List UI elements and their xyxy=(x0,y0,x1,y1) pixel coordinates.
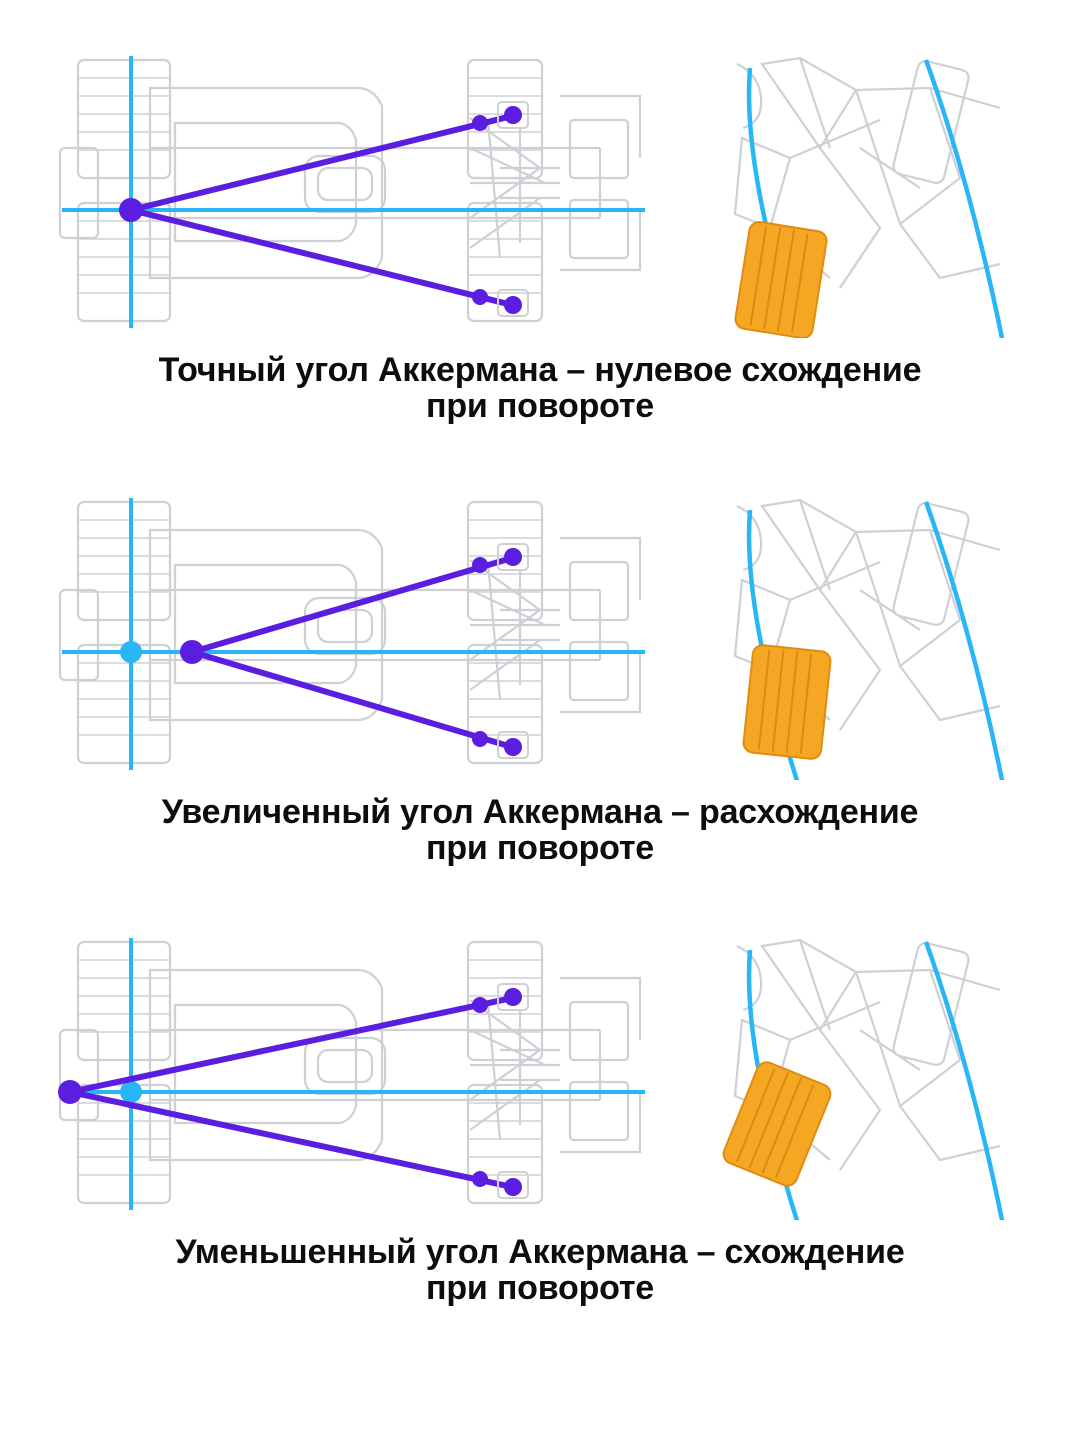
panel-reduced-ackermann xyxy=(0,910,1080,1306)
knuckle-dot xyxy=(472,731,488,747)
knuckle-dot xyxy=(472,1171,488,1187)
pivot-dot xyxy=(58,1080,82,1104)
panel-exact-ackermann xyxy=(0,28,1080,424)
brake-caliper-orange-1 xyxy=(734,221,828,338)
knuckle-dot xyxy=(472,115,488,131)
tire-outline-group-2 xyxy=(60,502,628,763)
arc-outer xyxy=(926,502,1004,780)
caption-panel-1 xyxy=(37,352,1043,424)
knuckle-dot xyxy=(472,289,488,305)
spacer-2 xyxy=(0,866,1080,910)
caption-line-1: Точный угол Аккермана – нулевое схождение xyxy=(158,351,922,389)
spacer-1 xyxy=(0,424,1080,470)
diagram-row-3 xyxy=(0,910,1080,1220)
car-top-view-2 xyxy=(150,530,640,720)
axle-center-dot-3 xyxy=(120,1081,142,1103)
tie-rod-dot xyxy=(504,1178,522,1196)
caption-line-1: Уменьшенный угол Аккермана – схождение xyxy=(175,1233,905,1271)
axle-center-dot-2 xyxy=(120,641,142,663)
pivot-dot xyxy=(119,198,143,222)
caption-line-2: при повороте xyxy=(425,387,655,425)
caption-panel-3 xyxy=(37,1234,1043,1306)
tie-rod-dot xyxy=(504,738,522,756)
knuckle-dot xyxy=(472,997,488,1013)
caption-line-1: Увеличенный угол Аккермана – расхождение xyxy=(161,793,919,831)
arc-outer xyxy=(926,942,1004,1220)
tie-rod-dot xyxy=(504,988,522,1006)
tie-rod-dot xyxy=(504,548,522,566)
car-top-view-1 xyxy=(150,88,640,278)
panel-increased-ackermann xyxy=(0,470,1080,866)
brake-caliper-orange-2 xyxy=(743,644,832,760)
tie-rod-dot xyxy=(504,106,522,124)
tire-outline-group-3 xyxy=(60,942,628,1203)
caption-line-2: при повороте xyxy=(425,829,655,867)
tie-rod-dot xyxy=(504,296,522,314)
arc-outer xyxy=(926,60,1004,338)
car-top-view-3 xyxy=(150,970,640,1160)
caption-panel-2 xyxy=(37,794,1043,866)
caption-line-2: при повороте xyxy=(425,1269,655,1307)
tire-outline-group-1 xyxy=(60,60,628,321)
knuckle-dot xyxy=(472,557,488,573)
diagram-row-1 xyxy=(0,28,1080,338)
top-spacer xyxy=(0,0,1080,28)
bottom-spacer xyxy=(0,1306,1080,1316)
pivot-dot xyxy=(180,640,204,664)
diagram-row-2 xyxy=(0,470,1080,780)
